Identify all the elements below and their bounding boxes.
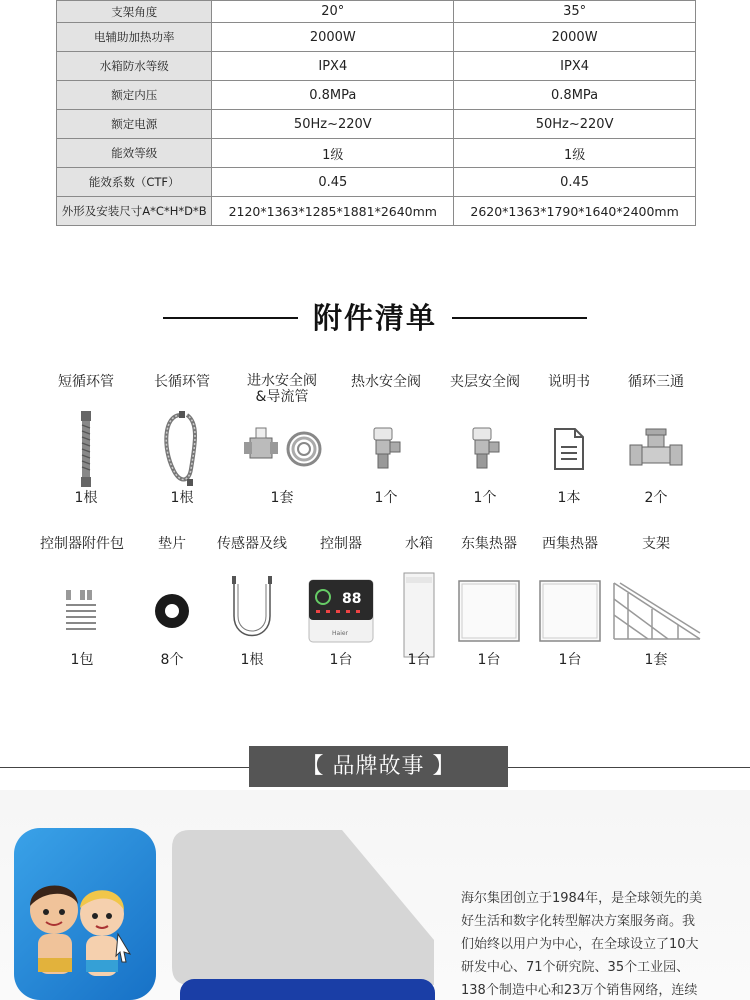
accessory-item-manual — [521, 373, 617, 507]
accessory-item-controller-kit — [34, 535, 130, 669]
bracket-icon — [608, 571, 704, 651]
accessory-list-header — [0, 296, 750, 340]
manual-icon — [521, 409, 617, 489]
spec-value: 0.8MPa — [454, 81, 696, 110]
item-qty: 1台 — [477, 652, 501, 668]
item-name: 垫片 — [158, 536, 186, 552]
item-qty: 1根 — [240, 652, 264, 668]
spec-label: 能效等级 — [57, 139, 212, 168]
brand-story-tag: 【 品牌故事 】 — [249, 746, 508, 787]
item-qty: 1根 — [74, 490, 98, 506]
item-name: 长循环管 — [154, 374, 210, 390]
item-name: 控制器附件包 — [40, 536, 124, 552]
spec-value: 1级 — [212, 139, 454, 168]
spec-value: 50Hz~220V — [454, 110, 696, 139]
item-name: 循环三通 — [628, 374, 684, 390]
brand-text-line: 们始终以用户为中心，在全球设立了10大 — [461, 937, 699, 952]
spec-row — [57, 23, 696, 52]
item-qty: 8个 — [160, 652, 184, 668]
header-rule-left — [163, 317, 298, 319]
spec-value: IPX4 — [212, 52, 454, 81]
spec-value: 35° — [454, 1, 696, 23]
accessory-item-bracket — [608, 535, 704, 669]
spec-table — [56, 0, 696, 226]
accessory-item-short-hose — [38, 373, 134, 507]
item-name: 传感器及线 — [217, 536, 287, 552]
brand-text-line: 好生活和数字化转型解决方案服务商。我 — [461, 914, 696, 929]
controller-brand: Haier — [332, 630, 349, 637]
item-qty: 1个 — [374, 490, 398, 506]
hot-valve-icon — [338, 409, 434, 489]
sensor-cable-icon — [204, 571, 300, 651]
item-name: 东集热器 — [461, 536, 517, 552]
item-qty: 1本 — [557, 490, 581, 506]
header-rule-right — [452, 317, 587, 319]
accessory-item-tee — [608, 373, 704, 507]
spec-row — [57, 168, 696, 197]
item-qty: 1套 — [644, 652, 668, 668]
mascot-illustration — [14, 828, 156, 1000]
accessory-item-long-hose — [134, 373, 230, 507]
spec-row — [57, 139, 696, 168]
spec-value: 20° — [212, 1, 454, 23]
spec-label: 水箱防水等级 — [57, 52, 212, 81]
item-qty: 1包 — [70, 652, 94, 668]
spec-value: 0.45 — [454, 168, 696, 197]
item-name: 进水安全阀 &导流管 — [247, 373, 317, 405]
spec-value: IPX4 — [454, 52, 696, 81]
spec-value: 2000W — [212, 23, 454, 52]
long-hose-icon — [134, 409, 230, 489]
spec-row — [57, 110, 696, 139]
brand-text-line: 138个制造中心和23万个销售网络，连续 — [461, 983, 698, 998]
item-name: 支架 — [642, 536, 670, 552]
accessory-item-sensor — [204, 535, 300, 669]
spec-row — [57, 52, 696, 81]
spec-value: 2120*1363*1285*1881*2640mm — [212, 197, 454, 226]
brand-image-placeholder — [172, 830, 434, 985]
accessory-item-inlet-valve — [234, 373, 330, 507]
item-name: 夹层安全阀 — [450, 374, 520, 390]
spec-value: 50Hz~220V — [212, 110, 454, 139]
accessory-item-jacket-valve — [437, 373, 533, 507]
short-hose-icon — [38, 409, 134, 489]
accessory-item-west-collector — [522, 535, 618, 669]
item-name: 水箱 — [405, 536, 433, 552]
item-name: 控制器 — [320, 536, 362, 552]
spec-value: 0.8MPa — [212, 81, 454, 110]
item-qty: 2个 — [644, 490, 668, 506]
spec-value: 1级 — [454, 139, 696, 168]
item-name: 短循环管 — [58, 374, 114, 390]
spec-value: 2620*1363*1790*1640*2400mm — [454, 197, 696, 226]
item-name: 热水安全阀 — [351, 374, 421, 390]
spec-label: 外形及安装尺寸A*C*H*D*B — [57, 197, 212, 226]
controller-kit-icon — [34, 571, 130, 651]
west-collector-icon — [522, 571, 618, 651]
spec-row — [57, 81, 696, 110]
brand-text-line: 海尔集团创立于1984年，是全球领先的美 — [461, 891, 703, 906]
spec-row — [57, 197, 696, 226]
jacket-valve-icon — [437, 409, 533, 489]
accessory-item-hot-valve — [338, 373, 434, 507]
spec-label: 支架角度 — [57, 1, 212, 23]
spec-value: 0.45 — [212, 168, 454, 197]
item-qty: 1个 — [473, 490, 497, 506]
item-name: 说明书 — [548, 374, 590, 390]
brand-mascot-card — [14, 828, 156, 1000]
tee-icon — [608, 409, 704, 489]
item-qty: 1套 — [270, 490, 294, 506]
spec-label: 电辅助加热功率 — [57, 23, 212, 52]
item-qty: 1台 — [558, 652, 582, 668]
brand-text-line: 研发中心、71个研究院、35个工业园、 — [461, 960, 690, 975]
brand-blue-banner — [180, 979, 435, 1000]
brand-story-text — [461, 887, 731, 1000]
item-name: 西集热器 — [542, 536, 598, 552]
accessory-list-title: 附件清单 — [312, 301, 437, 335]
spec-row — [57, 1, 696, 23]
spec-label: 额定电源 — [57, 110, 212, 139]
controller-display: 88 — [342, 591, 362, 607]
item-qty: 1台 — [407, 652, 431, 668]
item-qty: 1根 — [170, 490, 194, 506]
item-qty: 1台 — [329, 652, 353, 668]
spec-label: 额定内压 — [57, 81, 212, 110]
spec-label: 能效系数（CTF） — [57, 168, 212, 197]
spec-value: 2000W — [454, 23, 696, 52]
inlet-valve-icon — [234, 409, 330, 489]
